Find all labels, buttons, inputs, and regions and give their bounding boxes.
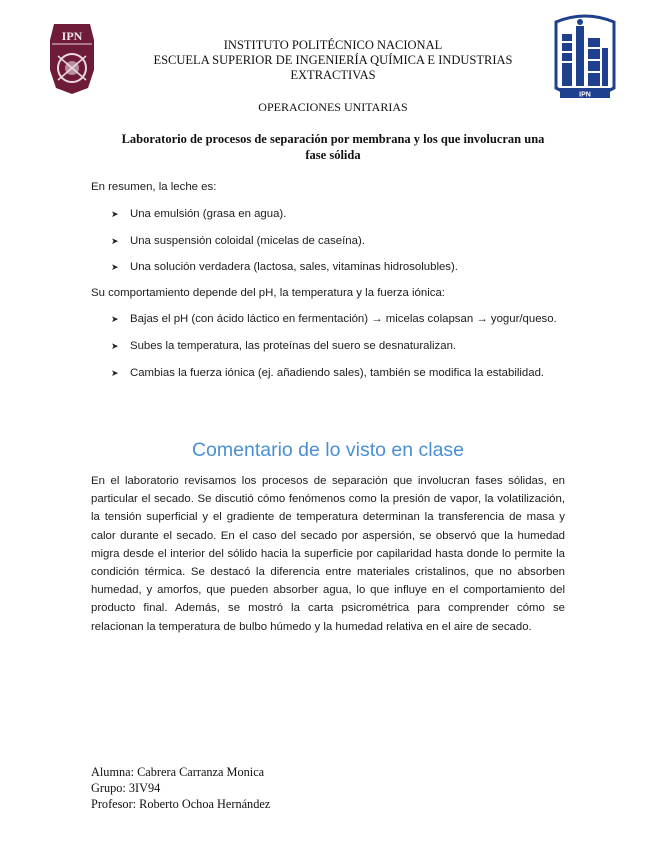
list-item [91, 310, 565, 328]
school-name-line2: EXTRACTIVAS [290, 68, 376, 82]
summary-list [91, 205, 565, 277]
list-item [91, 232, 565, 250]
subject-title: OPERACIONES UNITARIAS [258, 100, 408, 114]
author-footer [91, 764, 391, 812]
behavior-list [91, 310, 565, 383]
summary-intro: En resumen, la leche es: [91, 181, 217, 193]
student-name: Alumna: Cabrera Carranza Monica [91, 765, 265, 779]
arrow-bullet-icon: ➤ [111, 341, 119, 352]
institution-name: INSTITUTO POLITÉCNICO NACIONAL [223, 38, 443, 52]
list-item [91, 205, 565, 223]
group-label: Grupo: 3IV94 [91, 781, 161, 795]
arrow-bullet-icon: ➤ [111, 262, 119, 273]
behavior-intro: Su comportamiento depende del pH, la temperatura y la fuerza iónica: [91, 287, 445, 299]
list-item-text: Una emulsión (grasa en agua). [130, 208, 287, 220]
institution-header [110, 38, 556, 83]
comment-paragraph: En el laboratorio revisamos los procesos de separación que involucran fases sólidas, en particular el secado. Se discutió cómo fenómenos como la presión de vapor, la volatilización, la tensión superficial y el gradiente de temperatura determinan la transferencia de masa y calor durante el secado. En el caso del secado por aspersión, se observó que la humedad migra desde el interior del sólido hacia la superficie por capilaridad hasta donde lo permite la condición térmica. Se destacó la diferencia entre materiales cristalinos, que no absorben humedad, y amorfos, que pueden absorber agua, lo que influye en el comportamiento del producto final. Además, se mostró la carta psicrométrica para comprender cómo se relacionan la temperatura de bulbo húmedo y la humedad relativa en el aire de secado. [91, 475, 565, 633]
lab-title [96, 131, 570, 163]
esiqie-logo-text: IPN [579, 91, 591, 99]
ipn-logo-text: IPN [61, 29, 83, 43]
arrow-bullet-icon: ➤ [111, 314, 119, 324]
school-name-line1: ESCUELA SUPERIOR DE INGENIERÍA QUÍMICA E INDUSTRIAS [153, 53, 513, 67]
arrow-bullet-icon: ➤ [111, 235, 119, 246]
lab-title-line2: fase sólida [305, 148, 361, 162]
list-item [91, 364, 565, 382]
list-item-text: Subes la temperatura, las proteínas del suero se desnaturalizan. [130, 340, 457, 353]
list-item-text: Bajas el pH (con ácido láctico en fermentación) → micelas colapsan → yogur/queso. [130, 313, 557, 325]
professor-name: Profesor: Roberto Ochoa Hernández [91, 797, 271, 811]
ipn-logo [44, 20, 100, 96]
list-item [91, 258, 565, 276]
list-item-text: Una solución verdadera (lactosa, sales, vitaminas hidrosolubles). [130, 261, 458, 274]
arrow-bullet-icon: ➤ [111, 368, 119, 379]
section-heading: Comentario de lo visto en clase [191, 439, 465, 461]
list-item-text: Una suspensión coloidal (micelas de caseína). [130, 234, 365, 247]
esiqie-logo [552, 12, 618, 104]
list-item-text: Cambias la fuerza iónica (ej. añadiendo sales), también se modifica la estabilidad. [130, 367, 545, 380]
list-item [91, 337, 565, 355]
lab-title-line1: Laboratorio de procesos de separación por membrana y los que involucran una [121, 132, 545, 146]
arrow-bullet-icon: ➤ [111, 209, 119, 219]
